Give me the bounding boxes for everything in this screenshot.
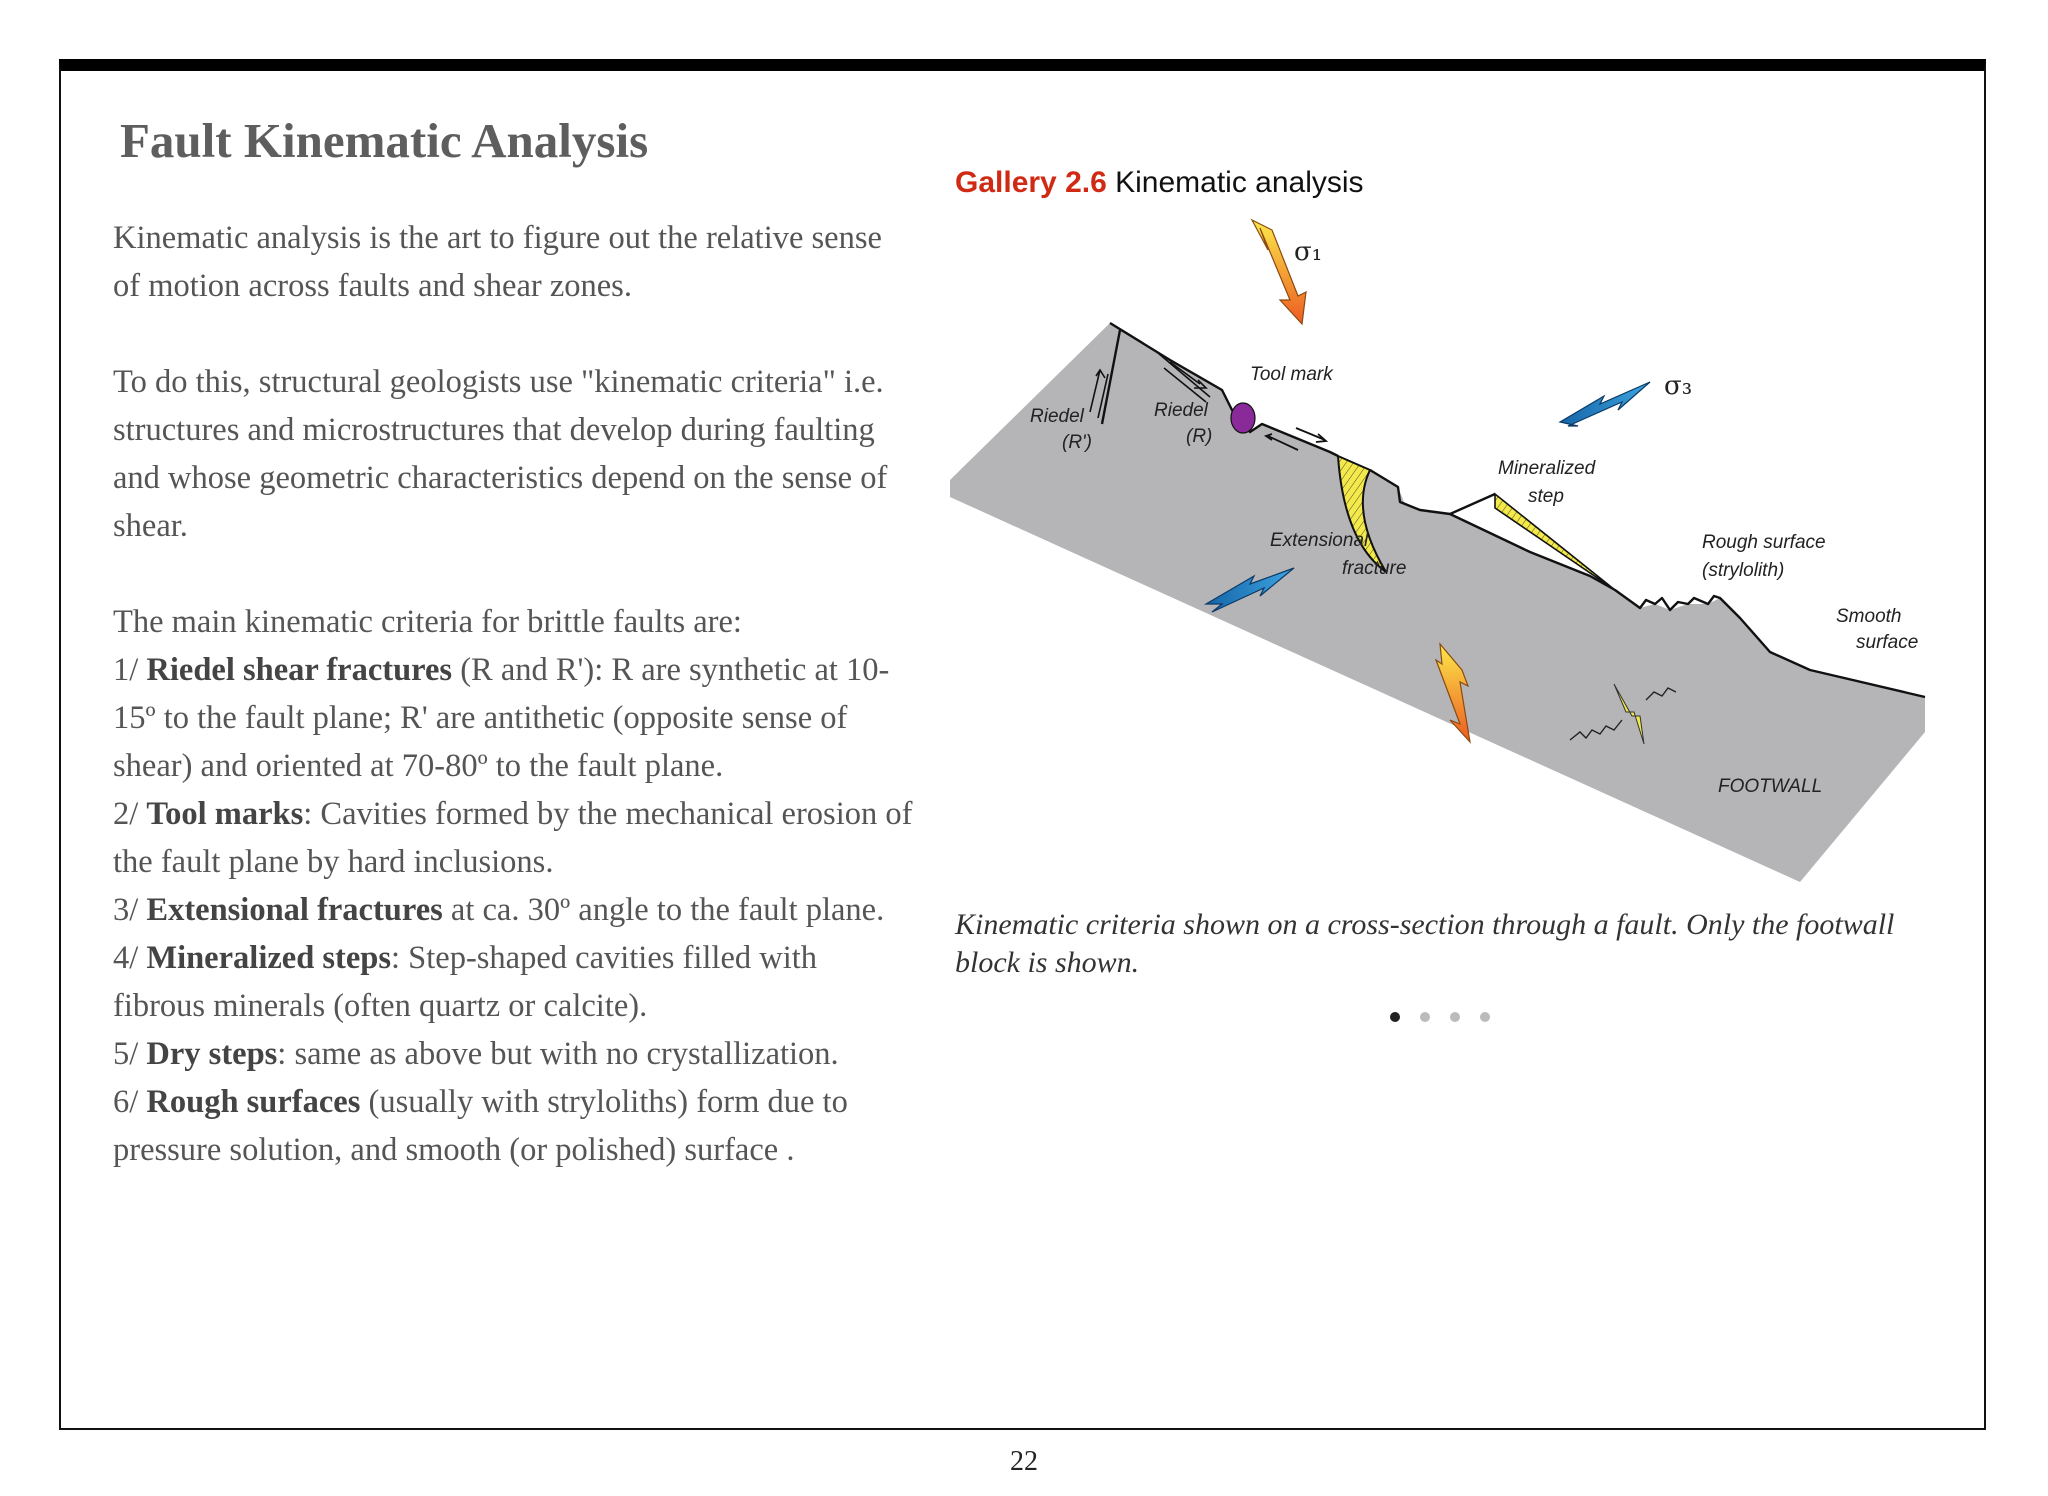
- rough-surface-sublabel: (strylolith): [1702, 560, 1785, 581]
- sigma3-label: σ₃: [1664, 371, 1693, 401]
- figure-caption: Kinematic criteria shown on a cross-section through a fault. Only the footwall block is shown.: [955, 908, 1895, 979]
- riedel-r-prime-label: Riedel: [1030, 406, 1084, 427]
- pager-dot-4[interactable]: [1480, 1012, 1490, 1022]
- gallery-pager: [1390, 1012, 1490, 1022]
- criterion-term: Mineralized steps: [146, 940, 392, 976]
- fault-kinematics-figure[interactable]: [950, 212, 1930, 892]
- body-text: [113, 214, 913, 1174]
- extensional-fracture-label: Extensional: [1270, 530, 1369, 551]
- page-title: Fault Kinematic Analysis: [120, 113, 649, 168]
- tool-mark-inclusion: [1231, 403, 1255, 433]
- smooth-surface-sublabel: surface: [1856, 632, 1919, 653]
- gallery-number: Gallery 2.6: [955, 166, 1107, 199]
- footwall-label: FOOTWALL: [1718, 776, 1823, 797]
- mineralized-step-sublabel: step: [1528, 486, 1564, 507]
- criterion-term: Rough surfaces: [146, 1084, 361, 1120]
- riedel-r-label: Riedel: [1154, 400, 1208, 421]
- extensional-fracture-sublabel: fracture: [1342, 558, 1407, 579]
- tool-mark-label: Tool mark: [1250, 364, 1333, 385]
- criterion-riedel: 1/ Riedel shear fractures (R and R'): R are synthetic at 10-15º to the fault plane; R' are antithetic (opposite sense of shear) and oriented at 70-80º to the fault plane.: [113, 652, 890, 784]
- riedel-r-sublabel: (R): [1186, 426, 1213, 447]
- criterion-rough-surfaces: 6/ Rough surfaces (usually with stryloliths) form due to pressure solution, and smooth (or polished) surface .: [113, 1084, 848, 1168]
- criterion-term: Tool marks: [146, 796, 304, 832]
- criterion-tool-marks: 2/ Tool marks: Cavities formed by the mechanical erosion of the fault plane by hard inclusions.: [113, 796, 913, 880]
- sigma1-label: σ₁: [1294, 237, 1323, 267]
- gallery-title: [955, 166, 1364, 200]
- sigma1-arrow: [1252, 220, 1306, 324]
- criteria-heading: The main kinematic criteria for brittle faults are:: [113, 604, 742, 640]
- mineralized-step-edge: [1450, 494, 1495, 514]
- criterion-mineralized: 4/ Mineralized steps: Step-shaped cavities filled with fibrous minerals (often quartz or calcite).: [113, 940, 818, 1024]
- pager-dot-3[interactable]: [1450, 1012, 1460, 1022]
- gallery-name: Kinematic analysis: [1106, 166, 1364, 199]
- smooth-surface-label: Smooth: [1836, 606, 1902, 627]
- sigma3-arrow: [1560, 382, 1650, 426]
- footwall-block: [950, 323, 1925, 882]
- criterion-dry-steps: 5/ Dry steps: same as above but with no crystallization.: [113, 1036, 839, 1072]
- criterion-extensional: 3/ Extensional fractures at ca. 30º angle to the fault plane.: [113, 892, 885, 928]
- method-paragraph: To do this, structural geologists use "kinematic criteria" i.e. structures and microstructures that develop during faulting and whose geometric characteristics depend on the sense of shear.: [113, 364, 888, 544]
- criterion-term: Dry steps: [146, 1036, 278, 1072]
- riedel-r-prime-sublabel: (R'): [1062, 432, 1093, 453]
- criterion-term: Extensional fractures: [146, 892, 443, 928]
- mineralized-step-label: Mineralized: [1498, 458, 1596, 479]
- page-number: 22: [1010, 1446, 1038, 1477]
- criterion-term: Riedel shear fractures: [146, 652, 453, 688]
- criteria-list: [113, 598, 913, 1174]
- rough-surface-label: Rough surface: [1702, 532, 1826, 553]
- pager-dot-2[interactable]: [1420, 1012, 1430, 1022]
- pager-dot-1[interactable]: [1390, 1012, 1400, 1022]
- intro-paragraph: Kinematic analysis is the art to figure out the relative sense of motion across faults and shear zones.: [113, 220, 882, 304]
